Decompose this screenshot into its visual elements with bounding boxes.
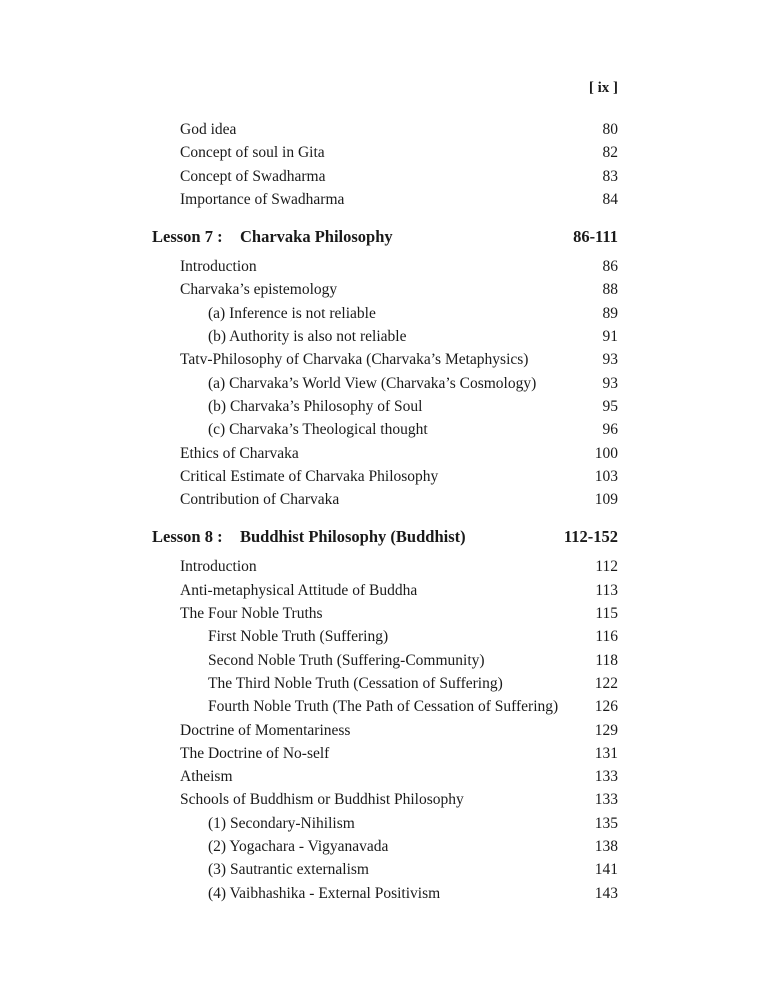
toc-entry-page: 115 [595,605,618,623]
toc-entry-page: 122 [594,674,618,692]
folio-page-number: [ ix ] [588,80,618,96]
toc-entry-label: Ethics of Charvaka [180,444,299,462]
toc-entry [152,168,618,191]
toc-entry-label: Critical Estimate of Charvaka Philosophy [180,467,439,485]
toc-entry [152,652,618,675]
toc-entry-page: 109 [594,491,618,509]
toc-entry [152,885,618,908]
toc-entry-page: 112 [595,558,618,576]
toc-entry-page: 118 [595,651,618,669]
toc-entry-label: Tatv-Philosophy of Charvaka (Charvaka’s Metaphysics) [180,351,529,369]
toc-entry-page: 135 [594,814,618,832]
toc-entry [152,768,618,791]
toc-entry-page: 138 [594,838,618,856]
toc-entry-page: 131 [594,744,618,762]
toc-entry-page: 88 [602,281,618,299]
toc-entry-page: 126 [594,698,618,716]
toc-entry-label: God idea [180,121,237,138]
toc-entry [152,815,618,838]
toc-entry-label: (1) Secondary-Nihilism [208,814,355,832]
toc-entry [152,445,618,468]
toc-entry-label: Charvaka’s epistemology [180,281,338,299]
lesson-title: Buddhist Philosophy (Buddhist) [240,527,466,547]
toc-entry-label: The Doctrine of No-self [180,744,330,762]
toc-entry [152,861,618,884]
toc-entry-page: 80 [602,121,618,138]
toc-entry-label: Second Noble Truth (Suffering-Community) [208,651,485,669]
toc-entry [152,838,618,861]
toc-entry-label: Introduction [180,258,257,276]
toc-entry-page: 143 [594,884,618,902]
toc-entry-page: 96 [602,421,618,439]
toc-entry [152,351,618,374]
toc-entry [152,698,618,721]
toc-entry-page: 91 [602,328,618,346]
lesson-heading [152,527,618,551]
toc-entry-label: The Four Noble Truths [180,605,323,623]
toc-entry-page: 82 [602,144,618,162]
lesson-page-range: 86-111 [573,227,618,247]
toc-entry [152,398,618,421]
toc-entry-page: 133 [594,791,618,809]
toc-entry [152,791,618,814]
toc-entry-label: Doctrine of Momentariness [180,721,351,739]
toc-entry-label: (c) Charvaka’s Theological thought [208,421,428,439]
toc-entry-label: (4) Vaibhashika - External Positivism [208,884,441,902]
toc-entry-page: 83 [602,167,618,185]
lesson-page-range: 112-152 [563,527,618,547]
toc-entry [152,258,618,281]
toc-entry-page: 103 [594,467,618,485]
page-content [152,0,618,908]
toc-entry [152,375,618,398]
toc-entry-page: 116 [595,628,618,646]
toc-entry [152,468,618,491]
toc-entry-label: Concept of soul in Gita [180,144,325,162]
toc-entry-label: Fourth Noble Truth (The Path of Cessation of Suffering) [208,698,559,716]
toc-entry-page: 141 [594,861,618,879]
toc-entry-page: 93 [602,374,618,392]
toc-entry-label: Concept of Swadharma [180,167,326,185]
lesson-heading [152,227,618,251]
toc-entry-page: 100 [594,444,618,462]
toc-entry-label: (2) Yogachara - Vigyanavada [208,838,389,856]
toc-entry-label: Anti-metaphysical Attitude of Buddha [180,581,418,599]
toc-entry-label: Schools of Buddhism or Buddhist Philosophy [180,791,464,809]
toc-entry [152,281,618,304]
toc-entry [152,745,618,768]
toc-entry [152,675,618,698]
toc-entry-page: 133 [594,768,618,786]
toc-entry-label: Atheism [180,768,233,786]
toc-entry-page: 89 [602,304,618,322]
toc-entry-label: (a) Charvaka’s World View (Charvaka’s Cosmology) [208,374,537,392]
toc-entry [152,605,618,628]
toc-entry [152,582,618,605]
toc-entry [152,558,618,581]
lesson-title: Charvaka Philosophy [240,227,393,247]
toc-entry-label: First Noble Truth (Suffering) [208,628,389,646]
toc-entry [152,144,618,167]
toc-entry-page: 93 [602,351,618,369]
toc-entry-label: Contribution of Charvaka [180,491,340,509]
toc-entry-page: 129 [594,721,618,739]
toc-entry [152,305,618,328]
toc-entry-label: Importance of Swadharma [180,190,345,208]
toc-entry [152,191,618,214]
toc-entry [152,121,618,144]
toc-entry-page: 95 [602,397,618,415]
toc-entry-label: The Third Noble Truth (Cessation of Suffering) [208,674,503,692]
toc-entry-label: (b) Charvaka’s Philosophy of Soul [208,397,423,415]
toc-entry [152,421,618,444]
toc-entry [152,491,618,514]
toc-entry-label: (b) Authority is also not reliable [208,328,407,346]
lesson-label: Lesson 8 : [152,527,223,547]
toc-entry-label: (3) Sautrantic externalism [208,861,369,879]
toc-entry-label: Introduction [180,558,257,576]
table-of-contents [152,121,618,908]
toc-entry-page: 113 [595,581,618,599]
toc-entry-page: 86 [602,258,618,276]
toc-entry [152,628,618,651]
toc-entry-label: (a) Inference is not reliable [208,304,376,322]
toc-entry-page: 84 [602,190,618,208]
lesson-label: Lesson 7 : [152,227,223,247]
toc-entry [152,722,618,745]
toc-entry [152,328,618,351]
